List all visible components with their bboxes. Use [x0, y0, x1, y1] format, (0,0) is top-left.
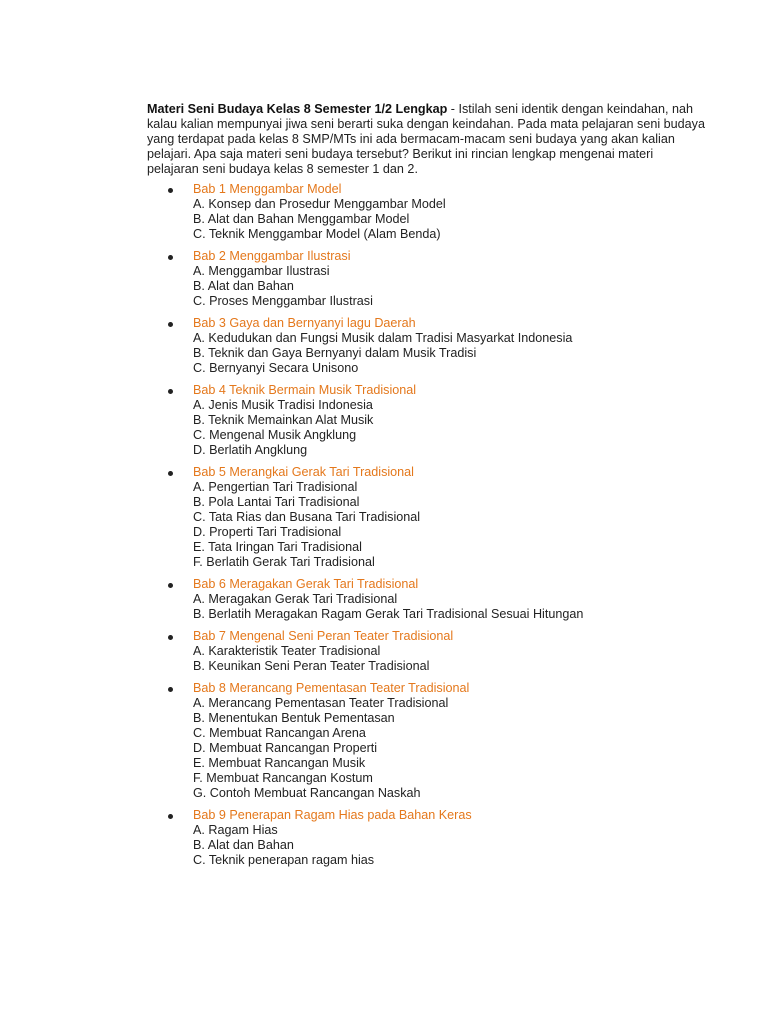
subtopic-item: A. Karakteristik Teater Tradisional [193, 644, 381, 658]
subtopic-item: B. Alat dan Bahan [193, 279, 294, 293]
intro-lead: Materi Seni Budaya Kelas 8 Semester 1/2 Lengkap [147, 102, 448, 116]
subtopic-item: B. Teknik dan Gaya Bernyanyi dalam Musik Tradisi [193, 346, 477, 360]
subtopic-item: A. Konsep dan Prosedur Menggambar Model [193, 197, 446, 211]
subtopic-item: C. Mengenal Musik Angklung [193, 428, 357, 442]
subtopic-item: A. Meragakan Gerak Tari Tradisional [193, 592, 398, 606]
subtopic-item: B. Keunikan Seni Peran Teater Tradisional [193, 659, 430, 673]
subtopic-list [193, 644, 707, 674]
subtopic-item: B. Teknik Memainkan Alat Musik [193, 413, 374, 427]
chapter-item [193, 383, 707, 458]
subtopic-item: C. Membuat Rancangan Arena [193, 726, 366, 740]
bullet-icon [168, 255, 173, 260]
subtopic-item: A. Jenis Musik Tradisi Indonesia [193, 398, 373, 412]
subtopic-list [193, 480, 707, 570]
subtopic-list [193, 197, 707, 242]
chapter-item [193, 182, 707, 242]
subtopic-list [193, 696, 707, 801]
subtopic-item: A. Merancang Pementasan Teater Tradisional [193, 696, 449, 710]
subtopic-item: E. Membuat Rancangan Musik [193, 756, 366, 770]
subtopic-item: A. Menggambar Ilustrasi [193, 264, 330, 278]
subtopic-list [193, 823, 707, 868]
chapter-link[interactable]: Bab 6 Meragakan Gerak Tari Tradisional [193, 577, 419, 591]
bullet-icon [168, 583, 173, 588]
subtopic-item: G. Contoh Membuat Rancangan Naskah [193, 786, 421, 800]
chapter-link[interactable]: Bab 3 Gaya dan Bernyanyi lagu Daerah [193, 316, 416, 330]
chapter-item [193, 577, 707, 622]
intro-paragraph [147, 102, 707, 177]
chapter-item [193, 249, 707, 309]
bullet-icon [168, 687, 173, 692]
bullet-icon [168, 814, 173, 819]
chapter-item [193, 316, 707, 376]
chapter-item [193, 465, 707, 570]
chapter-link[interactable]: Bab 2 Menggambar Ilustrasi [193, 249, 351, 263]
bullet-icon [168, 322, 173, 327]
subtopic-item: D. Membuat Rancangan Properti [193, 741, 378, 755]
subtopic-item: C. Tata Rias dan Busana Tari Tradisional [193, 510, 421, 524]
intro-text: - Istilah seni identik dengan keindahan, nah kalau kalian mempunyai jiwa seni berarti suka dengan keindahan. Pada mata pelajaran seni budaya yang terdapat pada kelas 8 SMP/MTs ini ada bermacam-macam seni budaya yang akan kalian pelajari. Apa saja materi seni budaya tersebut? Berikut ini rincian lengkap mengenai materi pelajaran seni budaya kelas 8 semester 1 dan 2. [147, 102, 705, 176]
bullet-icon [168, 635, 173, 640]
subtopic-item: F. Membuat Rancangan Kostum [193, 771, 373, 785]
chapter-link[interactable]: Bab 1 Menggambar Model [193, 182, 342, 196]
chapter-link[interactable]: Bab 5 Merangkai Gerak Tari Tradisional [193, 465, 414, 479]
chapter-link[interactable]: Bab 7 Mengenal Seni Peran Teater Tradisional [193, 629, 454, 643]
chapter-item [193, 681, 707, 801]
subtopic-item: B. Berlatih Meragakan Ragam Gerak Tari Tradisional Sesuai Hitungan [193, 607, 584, 621]
subtopic-list [193, 331, 707, 376]
subtopic-item: B. Alat dan Bahan Menggambar Model [193, 212, 410, 226]
subtopic-list [193, 592, 707, 622]
chapter-link[interactable]: Bab 9 Penerapan Ragam Hias pada Bahan Keras [193, 808, 472, 822]
subtopic-item: C. Proses Menggambar Ilustrasi [193, 294, 373, 308]
subtopic-item: D. Properti Tari Tradisional [193, 525, 342, 539]
subtopic-item: C. Teknik penerapan ragam hias [193, 853, 375, 867]
subtopic-item: A. Kedudukan dan Fungsi Musik dalam Tradisi Masyarkat Indonesia [193, 331, 573, 345]
bullet-icon [168, 389, 173, 394]
chapter-link[interactable]: Bab 8 Merancang Pementasan Teater Tradisional [193, 681, 470, 695]
subtopic-item: E. Tata Iringan Tari Tradisional [193, 540, 362, 554]
subtopic-item: A. Ragam Hias [193, 823, 278, 837]
document-body [147, 102, 707, 875]
subtopic-item: F. Berlatih Gerak Tari Tradisional [193, 555, 375, 569]
subtopic-item: B. Alat dan Bahan [193, 838, 294, 852]
subtopic-item: B. Menentukan Bentuk Pementasan [193, 711, 395, 725]
subtopic-item: C. Teknik Menggambar Model (Alam Benda) [193, 227, 441, 241]
subtopic-list [193, 398, 707, 458]
subtopic-item: C. Bernyanyi Secara Unisono [193, 361, 359, 375]
subtopic-item: A. Pengertian Tari Tradisional [193, 480, 358, 494]
chapter-item [193, 629, 707, 674]
bullet-icon [168, 188, 173, 193]
chapter-list [147, 182, 707, 868]
bullet-icon [168, 471, 173, 476]
chapter-item [193, 808, 707, 868]
chapter-link[interactable]: Bab 4 Teknik Bermain Musik Tradisional [193, 383, 417, 397]
subtopic-list [193, 264, 707, 309]
subtopic-item: D. Berlatih Angklung [193, 443, 308, 457]
subtopic-item: B. Pola Lantai Tari Tradisional [193, 495, 360, 509]
